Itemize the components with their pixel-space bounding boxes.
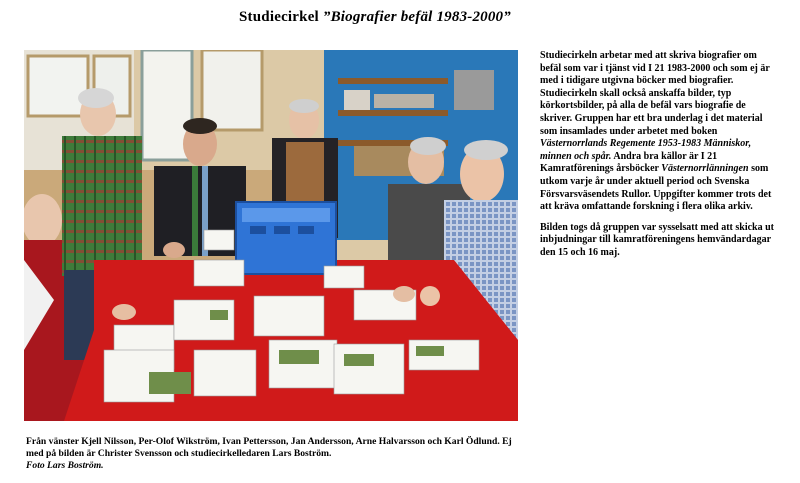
article-text <box>540 50 780 268</box>
article-text-segment: Andra bra källor är I 21 Kamratförenings årsböcker <box>540 150 718 175</box>
book-title: Västernorrlands Regemente 1953-1983 Människor, minnen och spår. <box>540 138 752 162</box>
group-photo <box>24 50 518 421</box>
article-text-segment: Studiecirkeln arbetar med att skriva biografier om befäl som var i tjänst vid I 21 1983-2000 och som ej är med i tidigare utgivna böcker med biografier. Studiecirkeln skall också anskaffa bilder, typ körkortsbilder, på alla de befäl vars biografie de skriver. Gruppen har ett bra underlag i det material som insamlades under arbetet med boken <box>540 50 770 137</box>
article-paragraph <box>540 50 780 214</box>
article-paragraph: Bilden togs då gruppen var sysselsatt med att skicka ut inbjudningar till kamratföreningens hemvändardagar den 15 och 16 maj. <box>540 221 775 258</box>
photo-credit: Foto Lars Boström. <box>26 460 104 471</box>
yearbook-title: Västernorrlänningen <box>661 163 749 175</box>
title-name: ”Biografier befäl 1983-2000” <box>322 9 511 25</box>
caption-names: Från vänster Kjell Nilsson, Per-Olof Wikström, Ivan Pettersson, Jan Andersson, Arne Halvarsson och Karl Ödlund. Ej med på bilden är Christer Svensson och studiecirkelledaren Lars Boström. <box>26 436 512 459</box>
photo-caption <box>26 436 526 472</box>
page-title <box>0 9 750 26</box>
article-text-segment: som utkom varje år under aktuell period och Svenska Försvarsväsendets Rullor. Uppgifter kommer trots det att kräva omfattande forskning i flera olika arkiv. <box>540 163 772 213</box>
title-prefix: Studiecirkel <box>239 9 323 25</box>
